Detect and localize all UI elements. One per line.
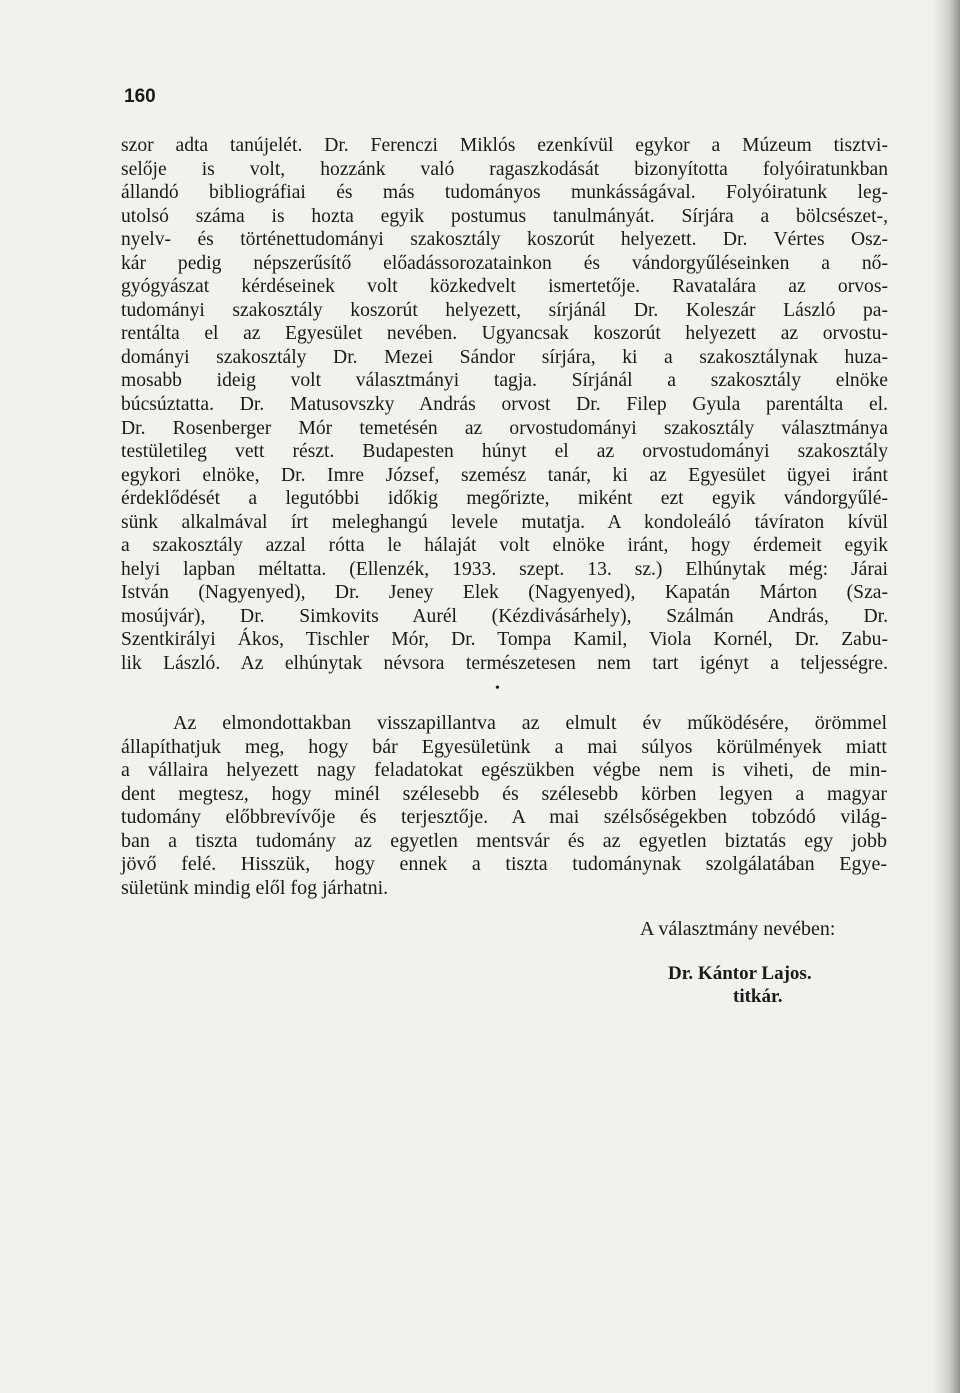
text-line: tudományi szakosztály koszorút helyezett, sírjánál Dr. Koleszár László pa- [121,299,888,321]
text-line: érdeklődését a legutóbbi időkig megőrizte, miként ezt egyik vándorgyűlé- [121,488,888,510]
signature-name: Dr. Kántor Lajos. [668,963,812,984]
text-line: selője is volt, hozzánk való ragaszkodását bizonyította folyóiratunkban [121,158,888,180]
text-line: mosabb ideig volt választmányi tagja. Sírjánál a szakosztály elnöke [121,370,888,392]
text-line: rentálta el az Egyesület nevében. Ugyancsak koszorút helyezett az orvostu- [121,323,888,345]
signature-title: titkár. [733,986,783,1007]
text-line: a vállaira helyezett nagy feladatokat egészükben végbe nem is viheti, de min- [121,759,887,781]
text-line: tudomány előbbrevívője és terjesztője. A mai szélsőségekben tobzódó világ- [121,806,887,828]
text-line: egykori elnöke, Dr. Imre József, szemész tanár, ki az Egyesület ügyei iránt [121,464,888,486]
text-line: utolsó száma is hozta egyik postumus tanulmányát. Sírjára a bölcsészet-, [121,205,888,227]
text-line: Szentkirályi Ákos, Tischler Mór, Dr. Tompa Kamil, Viola Kornél, Dr. Zabu- [121,629,888,651]
text-line: sünk alkalmával írt meleghangú levele mutatja. A kondoleáló távíraton kívül [121,511,888,533]
text-line: helyi lapban méltatta. (Ellenzék, 1933. szept. 13. sz.) Elhúnytak még: Járai [121,558,888,580]
text-line: lik László. Az elhúnytak névsora természetesen nem tart igényt a teljességre. [121,653,888,675]
text-line: jövő felé. Hisszük, hogy ennek a tiszta tudománynak szolgálatában Egye- [121,853,887,875]
page-number: 160 [124,86,156,107]
text-line: állandó bibliográfiai és más tudományos munkásságával. Folyóiratunk leg- [121,182,888,204]
text-line: ban a tiszta tudomány az egyetlen mentsvár és az egyetlen biztatás egy jobb [121,829,887,852]
text-line: állapíthatjuk meg, hogy bár Egyesületünk a mai súlyos körülmények miatt [121,735,887,758]
text-line: szor adta tanújelét. Dr. Ferenczi Miklós ezenkívül egykor a Múzeum tisztvi- [121,135,888,156]
text-line: nyelv- és történettudományi szakosztály koszorút helyezett. Dr. Vértes Osz- [121,229,888,251]
paragraph-obituaries [121,134,888,676]
text-line: sületünk mindig elől fog járhatni. [121,876,389,899]
signature-role: A választmány nevében: [640,918,836,940]
text-line: dent megtesz, hogy minél szélesebb és szélesebb körben legyen a magyar [121,782,887,805]
text-line: testületileg vett részt. Budapesten húnyt el az orvostudományi szakosztály [121,441,888,463]
text-line: Az elmondottakban visszapillantva az elmult év működésére, örömmel [173,712,887,734]
text-line: mosújvár), Dr. Simkovits Aurél (Kézdivásárhely), Szálmán András, Dr. [121,605,888,627]
text-line: kár pedig népszerűsítő előadássorozatainkon és vándorgyűléseinken a nő- [121,252,888,274]
page-edge-shadow [932,0,960,1393]
text-line: búcsúztatta. Dr. Matusovszky András orvost Dr. Filep Gyula parentálta el. [121,394,888,416]
text-line: a szakosztály azzal rótta le hálaját volt elnöke iránt, hogy érdemeit egyik [121,535,888,557]
text-line: Dr. Rosenberger Mór temetésén az orvostudományi szakosztály választmánya [121,417,888,439]
section-separator: • [495,681,500,696]
text-line: István (Nagyenyed), Dr. Jeney Elek (Nagyenyed), Kapatán Márton (Sza- [121,582,888,604]
text-line: dományi szakosztály Dr. Mezei Sándor sírjára, ki a szakosztálynak huza- [121,346,888,368]
paragraph-closing [121,712,887,900]
text-line: gyógyászat kérdéseinek volt közkedvelt ismertetője. Ravatalára az orvos- [121,276,888,298]
